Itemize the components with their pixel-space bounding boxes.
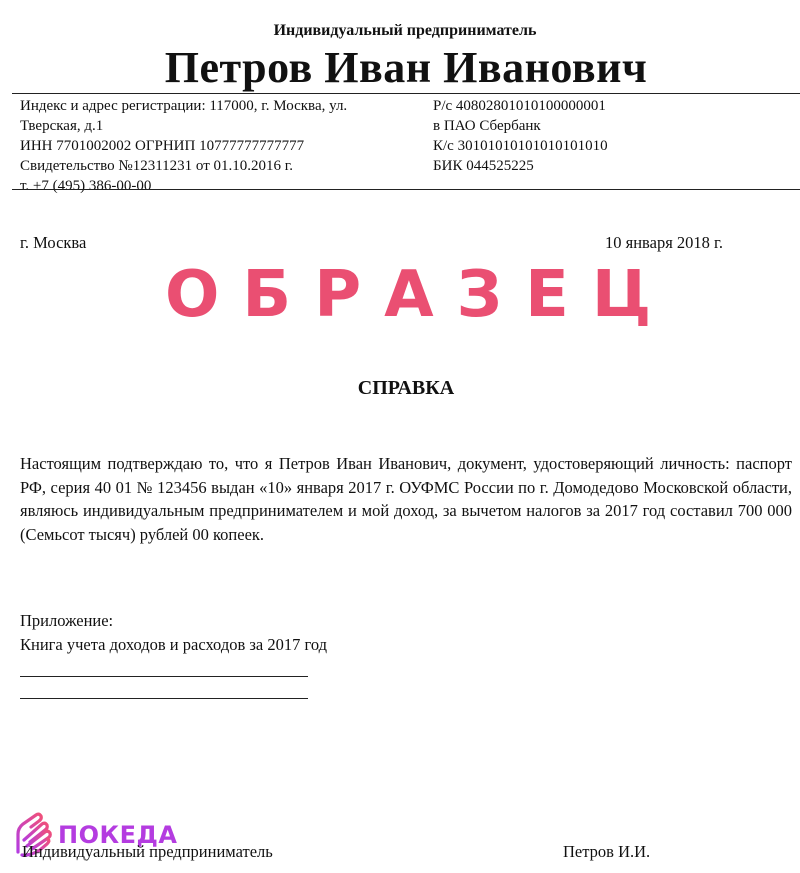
signature-role: Индивидуальный предприниматель [22, 842, 273, 861]
bank-requisites [433, 96, 793, 176]
requisite-line: Свидетельство №12311231 от 01.10.2016 г. [20, 158, 293, 174]
requisite-line: Р/с 40802801010100000001 [433, 98, 606, 114]
blank-line [20, 676, 308, 677]
header-top-rule [12, 93, 800, 94]
signature-name: Петров И.И. [563, 842, 651, 861]
requisite-line: т. +7 (495) 386-00-00 [20, 178, 152, 194]
blank-line [20, 698, 308, 699]
sample-watermark: ОБРАЗЕЦ [165, 258, 675, 332]
requisite-line: К/с 30101010101010101010 [433, 138, 608, 154]
requisite-line: ИНН 7701002002 ОГРНИП 10777777777777 [20, 138, 305, 154]
document-title: СПРАВКА [357, 377, 455, 399]
appendix-label: Приложение: [20, 611, 114, 630]
entity-type-label: Индивидуальный предприниматель [273, 22, 537, 39]
registration-requisites [20, 96, 415, 196]
appendix-item: Книга учета доходов и расходов за 2017 год [20, 635, 328, 654]
requisite-line: Тверская, д.1 [20, 118, 104, 134]
header-bottom-rule [12, 189, 800, 190]
document-body: Настоящим подтверждаю то, что я Петров Иван Иванович, документ, удостоверяющий личность: паспорт РФ, серия 40 01 № 123456 выдан «10» января 2017 г. ОУФМС России по г. Домодедово Московской области, являюсь индивидуальным предпринимателем и мой доход, за вычетом налогов за 2017 год составил 700 000 (Семьсот тысяч) рублей 00 копеек. [20, 454, 792, 544]
requisite-line: Индекс и адрес регистрации: 117000, г. Москва, ул. [20, 98, 348, 114]
requisite-line: в ПАО Сбербанк [433, 118, 541, 134]
logo-text: ПОКЕДА [58, 821, 178, 849]
document-city: г. Москва [20, 233, 87, 252]
entrepreneur-name: Петров Иван Иванович [164, 43, 648, 92]
requisite-line: БИК 044525225 [433, 158, 534, 174]
document-date: 10 января 2018 г. [605, 233, 724, 252]
